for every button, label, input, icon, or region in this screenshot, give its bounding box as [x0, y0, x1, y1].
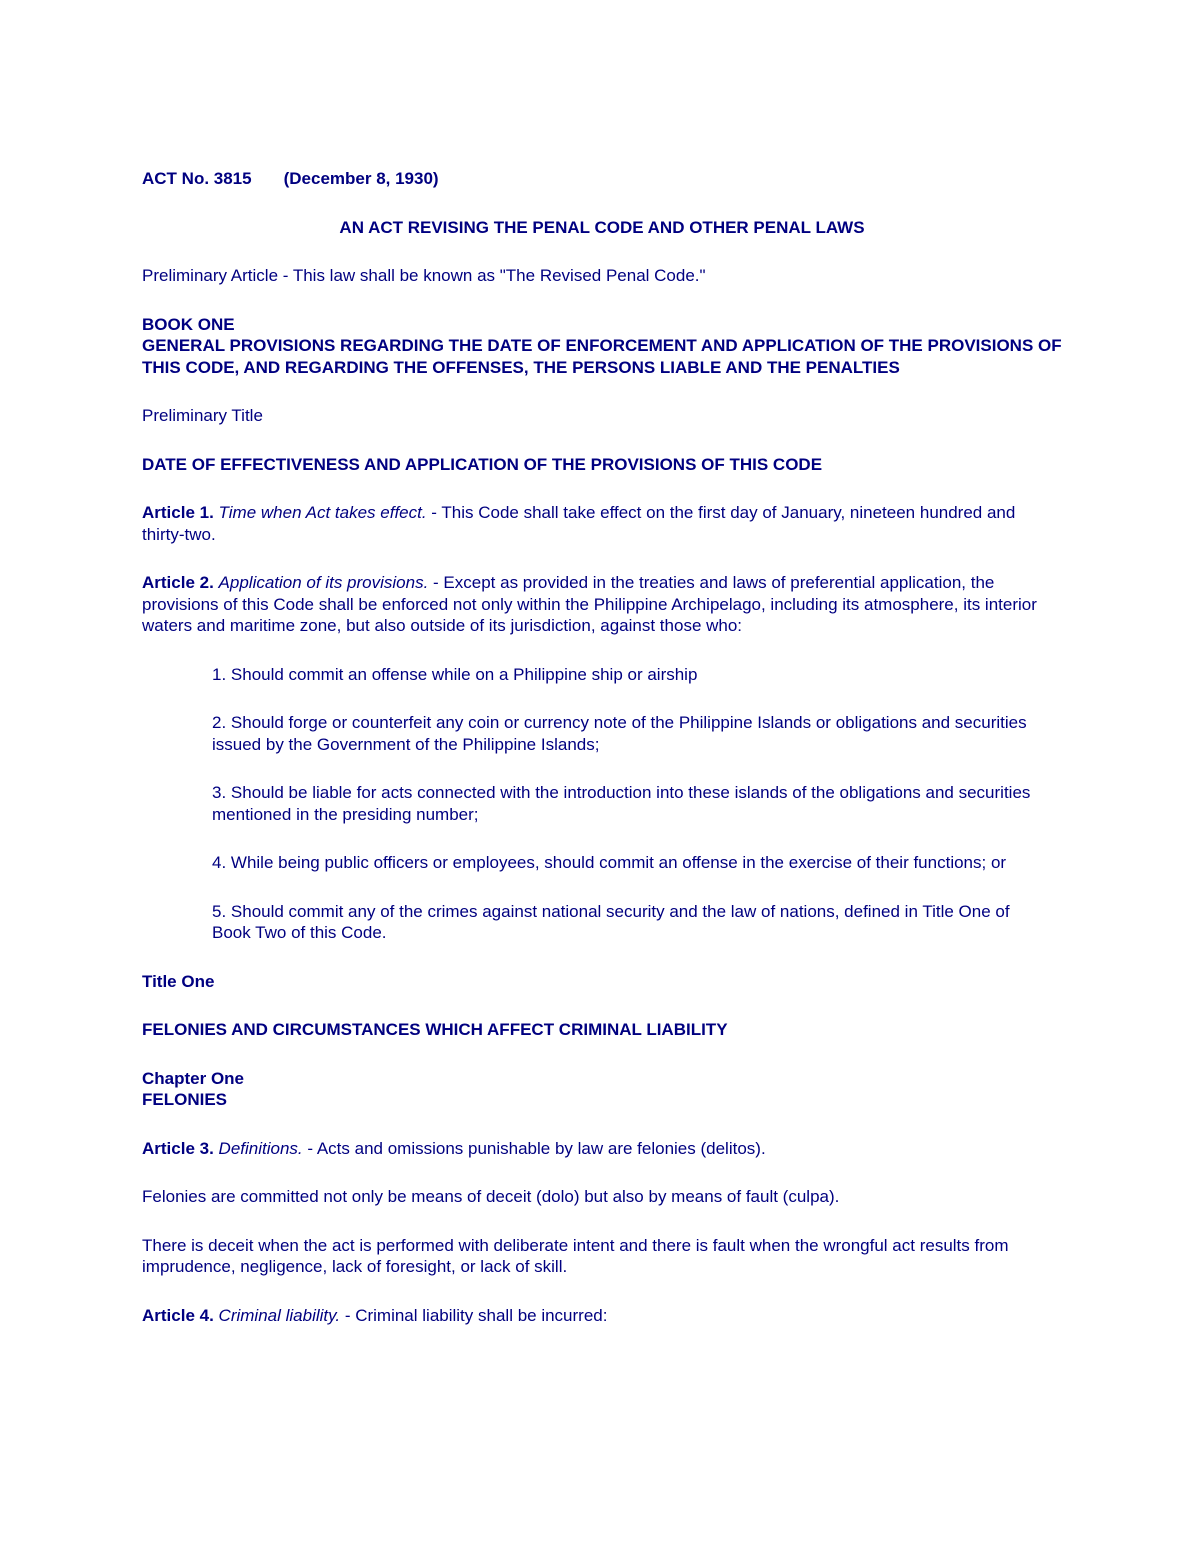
- act-header: [142, 168, 1062, 190]
- article-1: [142, 502, 1062, 545]
- title-one-label: Title One: [142, 971, 215, 991]
- article-4-heading: Criminal liability.: [218, 1305, 341, 1325]
- article-3-heading: Definitions.: [218, 1138, 303, 1158]
- article-2-item-3: 3. Should be liable for acts connected with the introduction into these islands of the obligations and securities mentioned in the presiding number;: [212, 783, 1031, 824]
- article-2-text: - Except as provided in the treaties and laws of preferential application, the provisions of this Code shall be enforced not only within the Philippine Archipelago, including its atmosphere, its interior waters and maritime zone, but also outside of its jurisdiction, against those who:: [142, 573, 1037, 635]
- chapter-one-section: [142, 1068, 1062, 1111]
- article-2-item-1: 1. Should commit an offense while on a Philippine ship or airship: [212, 664, 698, 684]
- book-one-section: [142, 314, 1062, 379]
- article-3-paragraph-3: There is deceit when the act is performed with deliberate intent and there is fault when the wrongful act results from imprudence, negligence, lack of foresight, or lack of skill.: [142, 1235, 1009, 1276]
- article-2-number: Article 2.: [142, 573, 214, 592]
- article-4-number: Article 4.: [142, 1305, 214, 1325]
- chapter-one-label: Chapter One: [142, 1068, 245, 1088]
- article-2-item-2: 2. Should forge or counterfeit any coin or currency note of the Philippine Islands or obligations and securities issued by the Government of the Philippine Islands;: [212, 713, 1027, 754]
- book-one-label: BOOK ONE: [142, 314, 235, 334]
- article-4: [142, 1305, 1062, 1327]
- document-page: [142, 168, 1062, 1353]
- article-3: [142, 1138, 1062, 1160]
- article-3-text: - Acts and omissions punishable by law are felonies (delitos).: [302, 1138, 766, 1158]
- act-number: ACT No. 3815: [142, 169, 252, 188]
- chapter-one-heading: FELONIES: [142, 1090, 228, 1109]
- article-2-item-5: 5. Should commit any of the crimes against national security and the law of nations, defined in Title One of Book Two of this Code.: [212, 901, 1010, 942]
- act-date: (December 8, 1930): [283, 169, 439, 188]
- title-one-heading: FELONIES AND CIRCUMSTANCES WHICH AFFECT CRIMINAL LIABILITY: [142, 1020, 728, 1039]
- article-3-number: Article 3.: [142, 1138, 214, 1158]
- book-one-title: GENERAL PROVISIONS REGARDING THE DATE OF ENFORCEMENT AND APPLICATION OF THE PROVISIONS OF THIS CODE, AND REGARDING THE OFFENSES, THE PERSONS LIABLE AND THE PENALTIES: [142, 336, 1062, 377]
- preliminary-title-heading: DATE OF EFFECTIVENESS AND APPLICATION OF THE PROVISIONS OF THIS CODE: [142, 454, 823, 474]
- preliminary-article: Preliminary Article - This law shall be known as "The Revised Penal Code.": [142, 266, 706, 285]
- article-1-number: Article 1.: [142, 503, 214, 522]
- article-1-text: - This Code shall take effect on the first day of January, nineteen hundred and thirty-two.: [142, 503, 1016, 544]
- article-2-heading: Application of its provisions.: [218, 573, 429, 592]
- preliminary-title-label: Preliminary Title: [142, 406, 263, 425]
- article-1-heading: Time when Act takes effect.: [218, 503, 427, 522]
- article-2-item-4: 4. While being public officers or employees, should commit an offense in the exercise of their functions; or: [212, 853, 1007, 872]
- article-3-paragraph-2: Felonies are committed not only be means of deceit (dolo) but also by means of fault (culpa).: [142, 1187, 840, 1206]
- article-2: [142, 572, 1062, 637]
- article-4-text: - Criminal liability shall be incurred:: [340, 1305, 608, 1325]
- act-title: AN ACT REVISING THE PENAL CODE AND OTHER PENAL LAWS: [339, 217, 865, 237]
